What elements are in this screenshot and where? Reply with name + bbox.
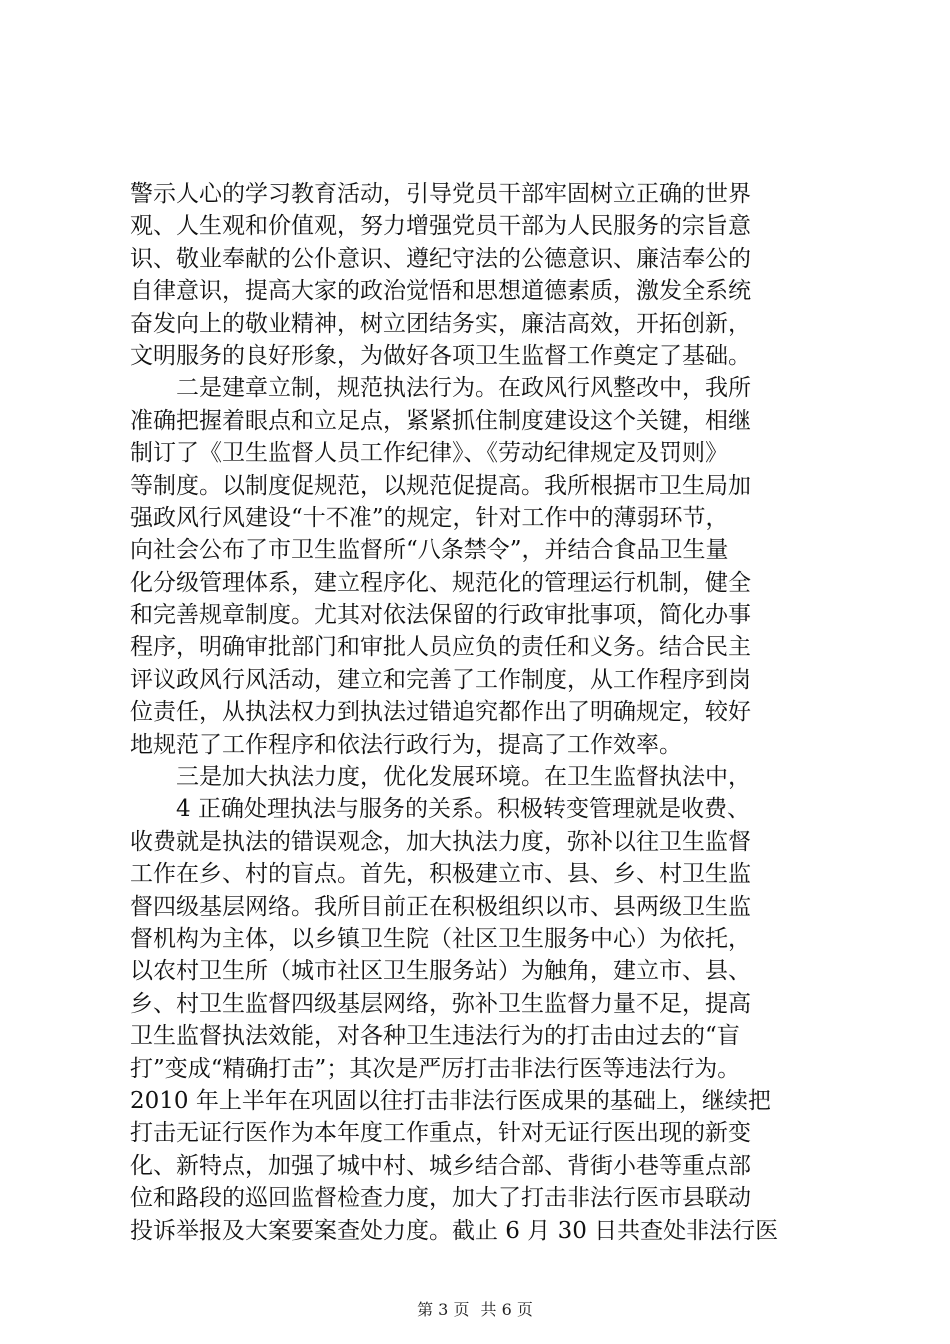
text-line: 自律意识，提高大家的政治觉悟和思想道德素质，激发全系统 [130, 278, 751, 305]
page-total: 共 6 页 [480, 1300, 533, 1319]
text-line: 准确把握着眼点和立足点，紧紧抓住制度建设这个关键，相继 [130, 407, 751, 434]
text-line: 乡、村卫生监督四级基层网络，弥补卫生监督力量不足，提高 [130, 990, 751, 1017]
text-line: 警示人心的学习教育活动，引导党员干部牢固树立正确的世界 [130, 181, 751, 207]
page-number: 第 3 页 [417, 1300, 470, 1319]
text-line: 工作在乡、村的盲点。首先，积极建立市、县、乡、村卫生监 [130, 861, 751, 888]
text-line: 等制度。以制度促规范，以规范促提高。我所根据市卫生局加 [130, 472, 751, 499]
text-line: 收费就是执法的错误观念，加大执法力度，弥补以往卫生监督 [130, 828, 751, 855]
text-line: 和完善规章制度。尤其对依法保留的行政审批事项，简化办事 [130, 602, 751, 629]
text-line: 化、新特点，加强了城中村、城乡结合部、背街小巷等重点部 [130, 1152, 751, 1179]
text-line: 位责任，从执法权力到执法过错追究都作出了明确规定，较好 [130, 699, 751, 726]
text-line: 督四级基层网络。我所目前正在积极组织以市、县两级卫生监 [130, 893, 751, 920]
page-footer [0, 1300, 950, 1320]
text-line: 评议政风行风活动，建立和完善了工作制度，从工作程序到岗 [130, 666, 751, 693]
paragraph-start-line: 二是建章立制，规范执法行为。在政风行风整改中，我所 [176, 375, 751, 402]
text-line: 程序，明确审批部门和审批人员应负的责任和义务。结合民主 [130, 634, 751, 661]
text-line: 打击无证行医作为本年度工作重点，针对无证行医出现的新变 [130, 1120, 751, 1147]
text-line: 化分级管理体系，建立程序化、规范化的管理运行机制，健全 [130, 569, 751, 596]
text-line: 投诉举报及大案要案查处力度。截止 6 月 30 日共查处非法行医 [130, 1217, 779, 1244]
text-line: 地规范了工作程序和依法行政行为，提高了工作效率。 [130, 731, 682, 758]
text-line: 强政风行风建设“十不准”的规定，针对工作中的薄弱环节， [130, 504, 729, 531]
paragraph-start-line: 4 正确处理执法与服务的关系。积极转变管理就是收费、 [176, 796, 750, 823]
text-line: 观、人生观和价值观，努力增强党员干部为人民服务的宗旨意 [130, 213, 751, 240]
text-line: 打”变成“精确打击”；其次是严厉打击非法行医等违法行为。 [130, 1055, 741, 1082]
text-line: 奋发向上的敬业精神，树立团结务实，廉洁高效，开拓创新， [130, 310, 751, 337]
body-text [130, 178, 830, 1247]
text-line: 向社会公布了市卫生监督所“八条禁令”，并结合食品卫生量 [130, 537, 729, 564]
paragraph-start-line: 三是加大执法力度，优化发展环境。在卫生监督执法中， [176, 764, 751, 791]
text-line: 卫生监督执法效能，对各种卫生违法行为的打击由过去的“盲 [130, 1023, 740, 1050]
text-line: 位和路段的巡回监督检查力度，加大了打击非法行医市县联动 [130, 1185, 751, 1212]
text-line: 以农村卫生所（城市社区卫生服务站）为触角，建立市、县、 [130, 958, 751, 985]
text-line: 文明服务的良好形象，为做好各项卫生监督工作奠定了基础。 [130, 342, 751, 369]
text-line: 制订了《卫生监督人员工作纪律》、《劳动纪律规定及罚则》 [130, 440, 728, 467]
text-line: 识、敬业奉献的公仆意识、遵纪守法的公德意识、廉洁奉公的 [130, 245, 751, 272]
text-line: 2010 年上半年在巩固以往打击非法行医成果的基础上，继续把 [130, 1087, 771, 1114]
text-line: 督机构为主体，以乡镇卫生院（社区卫生服务中心）为依托， [130, 925, 751, 952]
